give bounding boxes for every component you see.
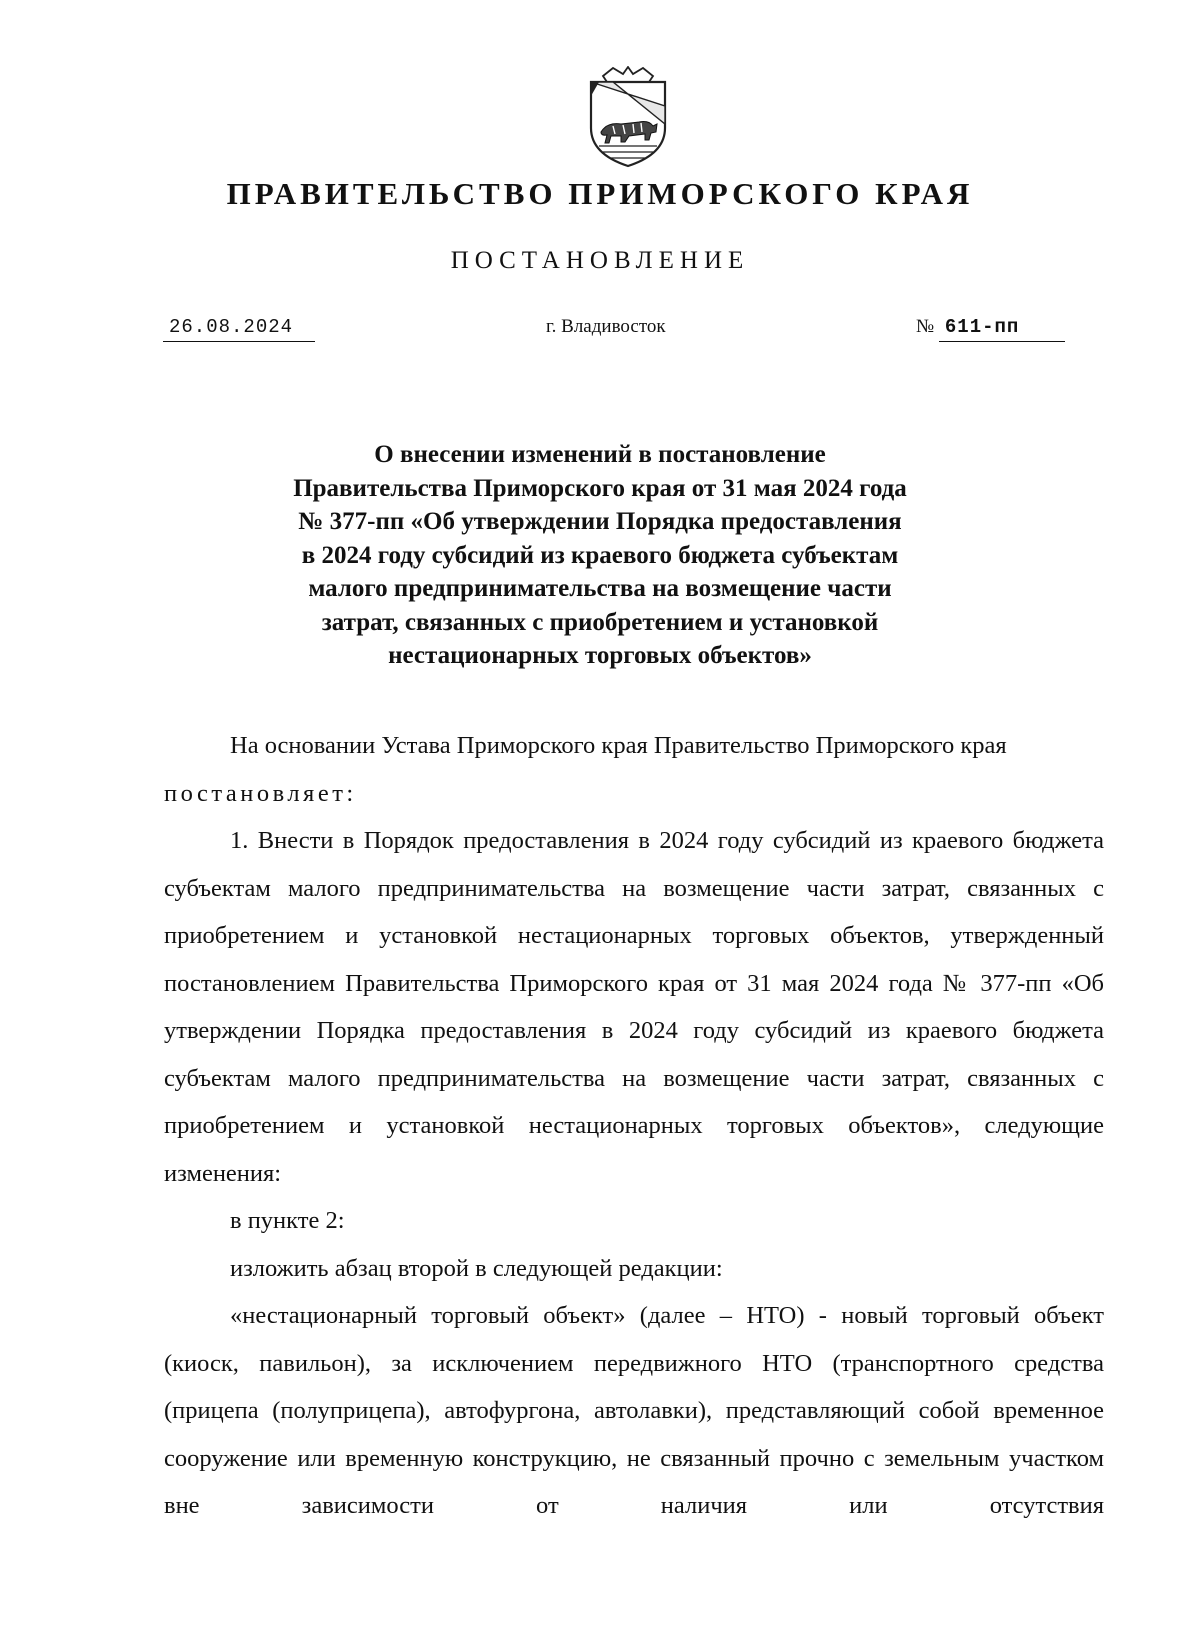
decree-word: постановляет: <box>164 779 357 807</box>
title-line: малого предпринимательства на возмещение части <box>308 575 892 602</box>
item-1-paragraph: 1. Внести в Порядок предоставления в 2024 году субсидий из краевого бюджета субъектам малого предпринимательства на возмещение части затрат, связанных с приобретением и установкой нестационарных торговых объектов, утвержденный постановлением Правительства Приморского края от 31 мая 2024 года № 377-пп «Об утверждении Порядка предоставления в 2024 году субсидий из краевого бюджета субъектам малого предпринимательства на возмещение части затрат, связанных с приобретением и установкой нестационарных торговых объектов», следующие изменения: <box>164 827 1104 1187</box>
title-line: № 377-пп «Об утверждении Порядка предоставления <box>298 508 902 535</box>
document-date: 26.08.2024 <box>163 316 315 342</box>
definition-paragraph: «нестационарный торговый объект» (далее – НТО) - новый торговый объект (киоск, павильон), за исключением передвижного НТО (транспортного средства (прицепа (полуприцепа), автофургона, автолавки), представляющий собой временное сооружение или временную конструкцию, не связанный прочно с земельным участком вне зависимости от наличия или отсутствия <box>164 1302 1104 1519</box>
document-type: ПОСТАНОВЛЕНИЕ <box>450 247 750 274</box>
point-paragraph: в пункте 2: <box>230 1207 345 1234</box>
title-line: Правительства Приморского края от 31 мая 2024 года <box>293 474 907 502</box>
number-sign: № <box>916 316 935 337</box>
coat-of-arms-emblem <box>583 66 673 168</box>
title-line: в 2024 году субсидий из краевого бюджета субъектам <box>301 541 899 569</box>
title-line: нестационарных торговых объектов» <box>388 642 812 669</box>
intro-paragraph: На основании Устава Приморского края Правительство Приморского края <box>230 732 1007 759</box>
instruction-paragraph: изложить абзац второй в следующей редакции: <box>230 1254 723 1282</box>
title-line: О внесении изменений в постановление <box>374 441 826 468</box>
document-number-row <box>916 316 1065 338</box>
document-body <box>164 722 1104 1530</box>
title-line: затрат, связанных с приобретением и установкой <box>321 608 879 636</box>
document-title <box>200 438 1000 673</box>
document-city: г. Владивосток <box>546 316 666 337</box>
document-number: 611-пп <box>939 316 1065 342</box>
government-name: ПРАВИТЕЛЬСТВО ПРИМОРСКОГО КРАЯ <box>226 176 974 211</box>
